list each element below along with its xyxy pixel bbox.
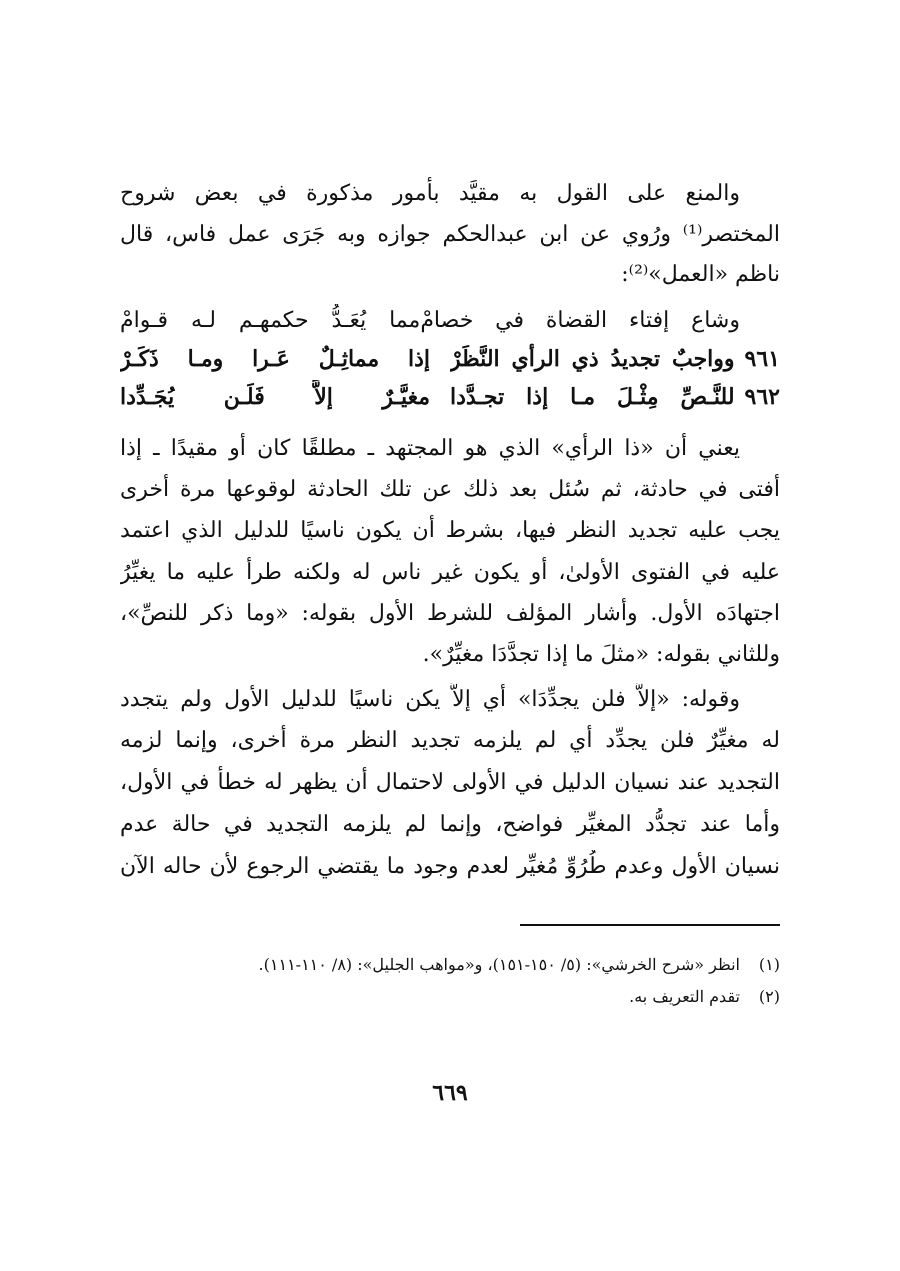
footnote-2 <box>120 984 780 1010</box>
page-number: ٦٦٩ <box>432 1080 468 1106</box>
paragraph1-line-3: ناظم «العمل»⁽²⁾: <box>621 262 780 287</box>
footnote-text: تقدم التعريف به. <box>629 987 740 1006</box>
verse-962 <box>120 380 780 414</box>
paragraph3-line-5: نسيان الأول وعدم طُرُوِّ مُغيِّر لعدم وجود ما يقتضي الرجوع لأن حاله الآن <box>120 854 780 879</box>
paragraph3-line-4: وأما عند تجدُّد المغيِّر فواضح، وإنما لم يلزمه التجديد في حالة عدم <box>120 812 780 837</box>
verse-number: ٩٦١ <box>744 346 780 372</box>
verse-hemistich-first <box>450 342 780 376</box>
verse-hemistich-second: إذا مماثِـلٌ عَـرا ومـا ذَكَـرْ <box>120 346 430 372</box>
paragraph2-line-5: اجتهادَه الأول. وأشار المؤلف للشرط الأول بقوله: «وما ذكر للنصِّ»، <box>120 601 780 626</box>
verse-961 <box>120 342 780 376</box>
paragraph2-line-3: يجب عليه تجديد النظر فيها، بشرط أن يكون ناسيًا للدليل الذي اعتمد <box>120 518 780 543</box>
paragraph2-line-6: وللثاني بقوله: «مثلَ ما إذا تجدَّدَا مغيِّرٌ». <box>422 642 780 667</box>
verse-text: وواجبٌ تجديدُ ذي الرأي النَّظَرْ <box>450 346 735 372</box>
verse-hemistich-second: مغيَّـرٌ إلاَّ فَلَـن يُجَـدِّدا <box>120 384 430 410</box>
paragraph3-line-2: له مغيِّرٌ فلن يجدِّد أي لم يلزمه تجديد النظر مرة أخرى، وإنما لزمه <box>120 728 780 753</box>
verse-hemistich-first: وشاع إفتاء القضاة في خصامْ <box>420 308 740 333</box>
footnote-separator <box>520 924 780 926</box>
verse-hemistich-second: مما يُعَـدُّ حكمهـم لـه قـوامْ <box>120 308 421 333</box>
verse-intro <box>120 304 780 338</box>
paragraph2-line-2: أفتى في حادثة، ثم سُئل بعد ذلك عن تلك الحادثة لوقوعها مرة أخرى <box>120 477 780 502</box>
footnote-number: (٢) <box>758 987 780 1006</box>
paragraph1-line-2: المختصر⁽¹⁾ ورُوي عن ابن عبدالحكم جوازه وبه جَرَى عمل فاس، قال <box>120 222 780 247</box>
verse-text: للنَّـصِّ مِثْـلَ مـا إذا تجـدَّدا <box>450 384 735 410</box>
paragraph1-line-1: والمنع على القول به مقيَّد بأمور مذكورة في بعض شروح <box>120 181 740 206</box>
footnote-text: انظر «شرح الخرشي»: (٥/ ١٥٠-١٥١)، و«مواهب الجليل»: (٨/ ١١٠-١١١). <box>258 955 740 974</box>
verse-number: ٩٦٢ <box>744 384 780 410</box>
paragraph3-line-1: وقوله: «إلاَّ فلن يجدِّدَا» أي إلاَّ يكن ناسيًا للدليل الأول ولم يتجدد <box>120 687 740 712</box>
footnote-number: (١) <box>758 955 780 974</box>
paragraph2-line-4: عليه في الفتوى الأولىٰ، أو يكون غير ناس له ولكنه طرأ عليه ما يغيِّرُ <box>120 560 780 585</box>
paragraph2-line-1: يعني أن «ذا الرأي» الذي هو المجتهد ـ مطلقًا كان أو مقيدًا ـ إذا <box>120 436 740 461</box>
footnote-1 <box>120 952 780 978</box>
paragraph3-line-3: التجديد عند نسيان الدليل في الأولى لاحتمال أن يظهر له خطأ في الأول، <box>120 770 780 795</box>
verse-hemistich-first <box>450 380 780 414</box>
